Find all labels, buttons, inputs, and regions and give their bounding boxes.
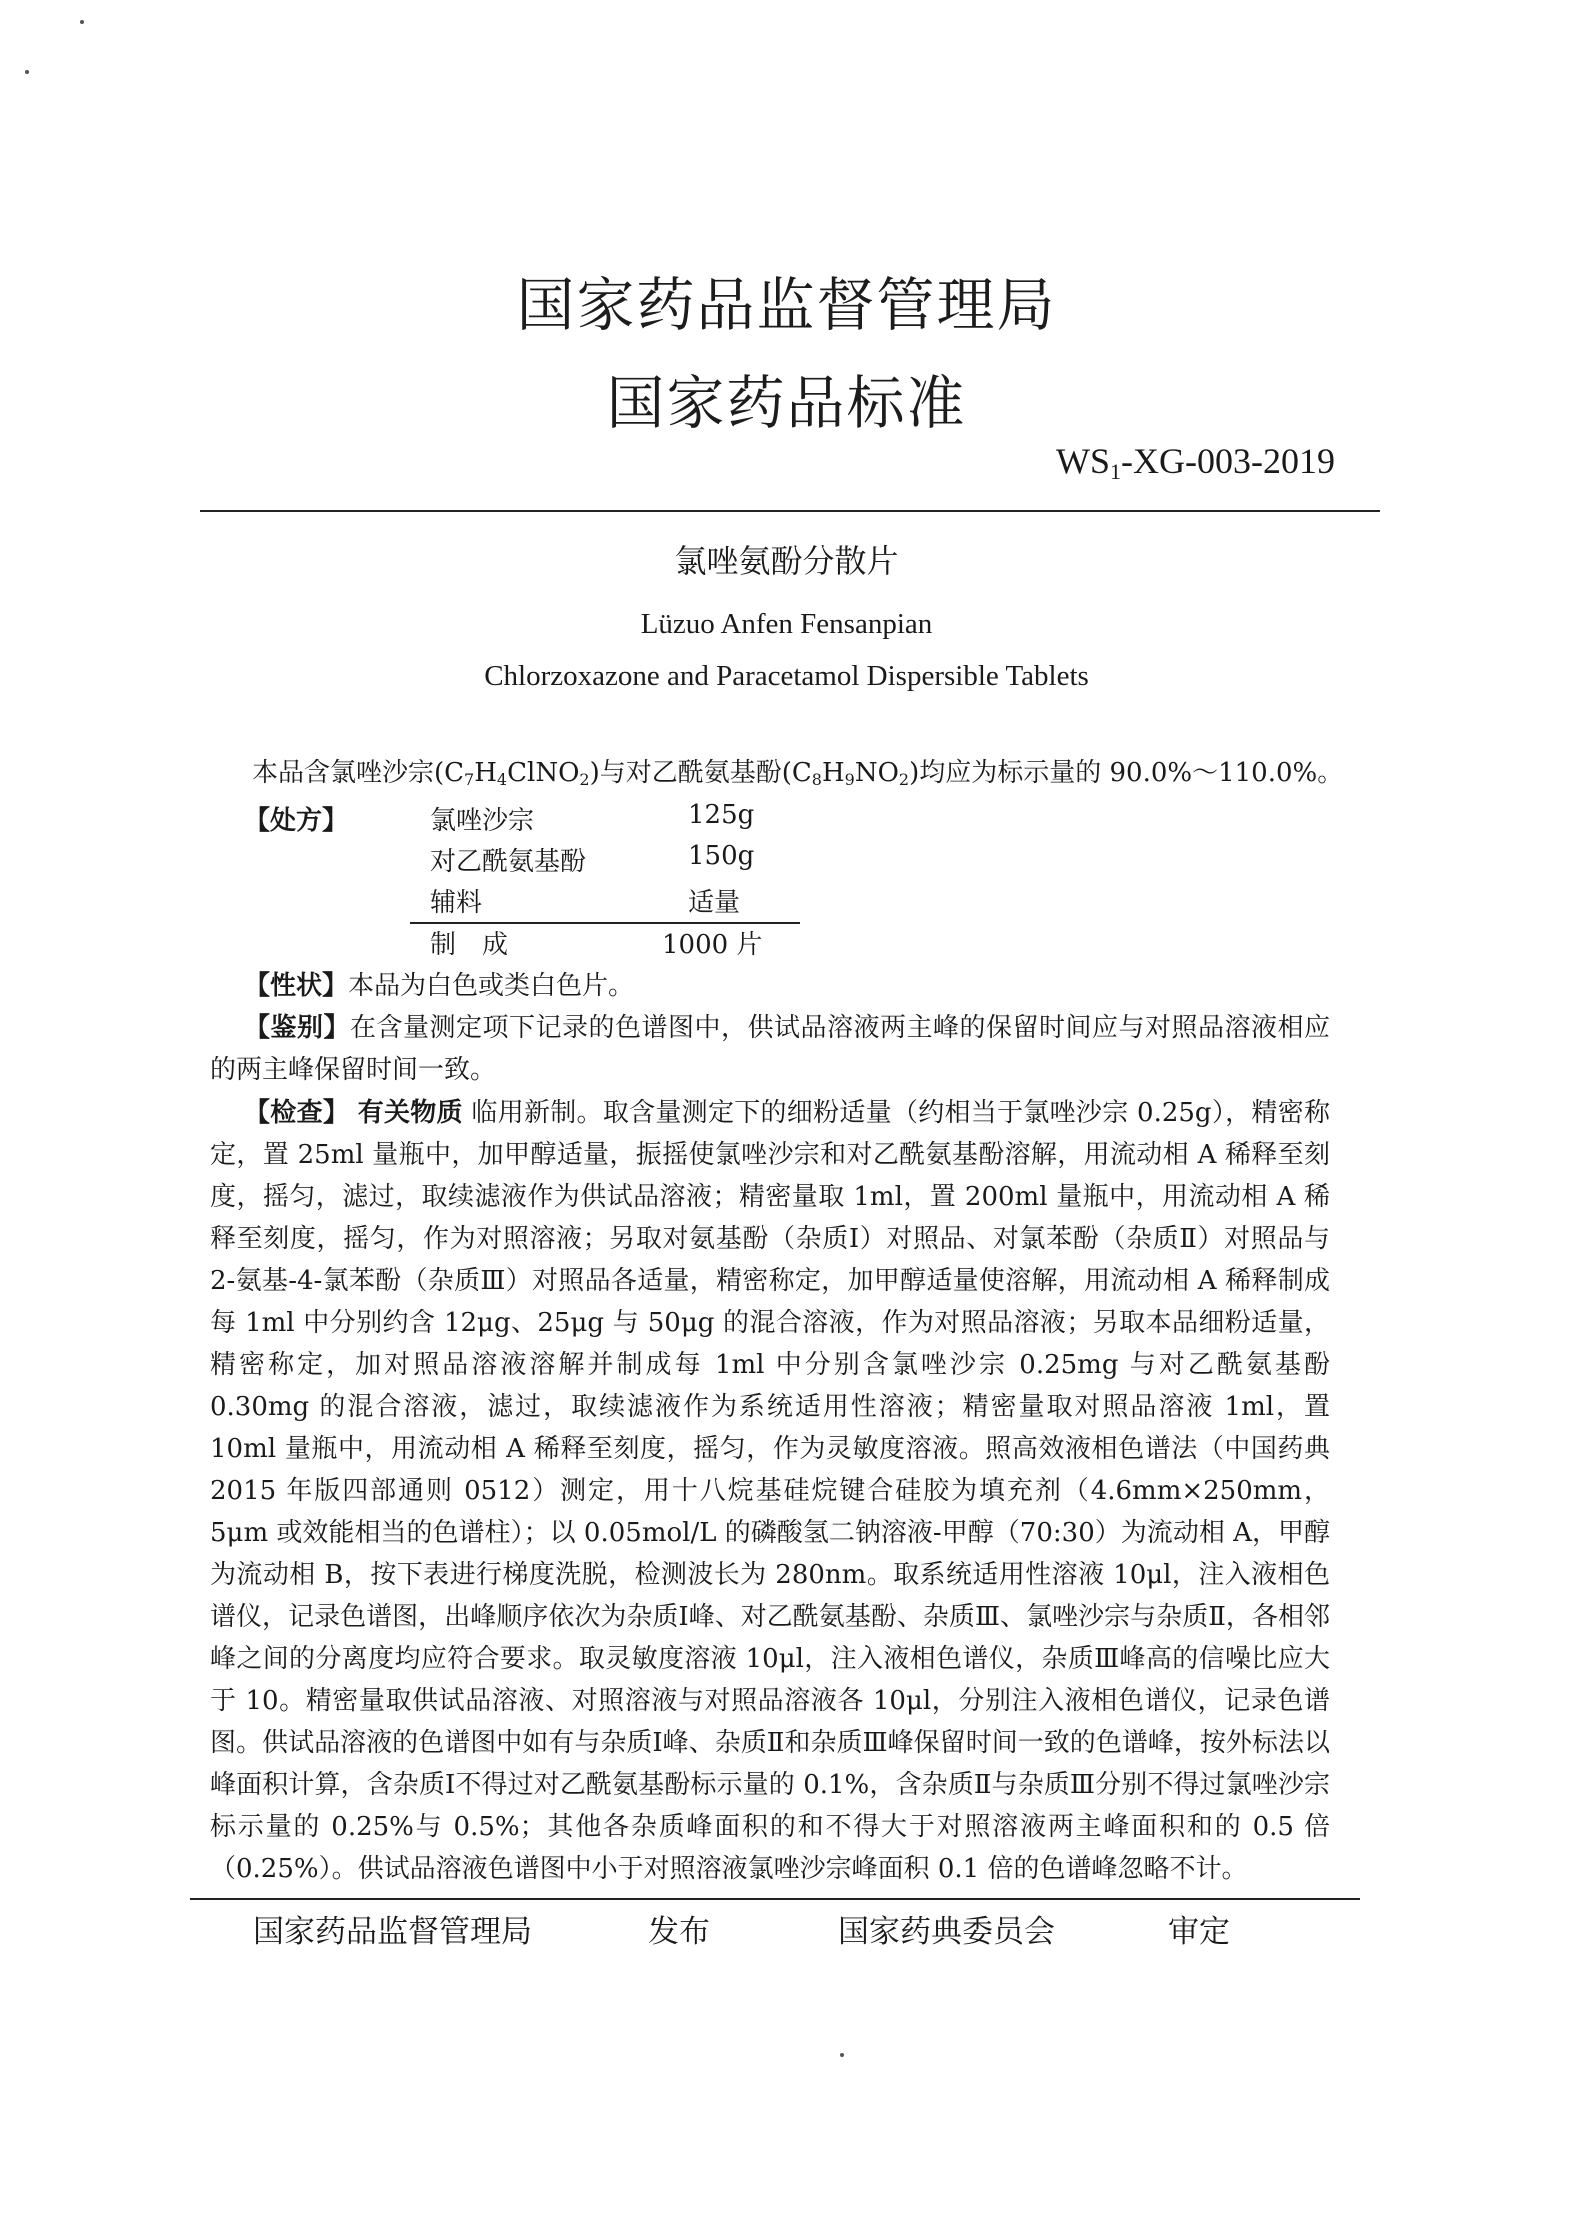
properties-section: [244, 965, 1364, 1007]
intro-sub: 7: [464, 770, 475, 789]
footer-reviewed: 审定: [1168, 1914, 1230, 1950]
doc-type-title: 国家药品标准: [606, 369, 967, 437]
footer-issued: 发布: [648, 1914, 710, 1950]
section-heading: 【鉴别】: [244, 1013, 350, 1043]
inspection-text: 临用新制。取含量测定下的细粉适量（约相当于氯唑沙宗 0.25g），精密称定，置 25ml 量瓶中，加甲醇适量，振摇使氯唑沙宗和对乙酰氨基酚溶解，用流动相 A 稀释至刻度，摇匀，滤过，取续滤液作为供试品溶液；精密量取 1ml，置 200ml 量瓶中，用流动相 A 稀释至刻度，摇匀，作为对照溶液；另取对氨基酚（杂质Ⅰ）对照品、对氯苯酚（杂质Ⅱ）对照品与 2-氨基-4-氯苯酚（杂质Ⅲ）对照品各适量，精密称定，加甲醇适量使溶解，用流动相 A 稀释制成每 1ml 中分别约含 12μg、25μg 与 50μg 的混合溶液，作为对照品溶液；另取本品细粉适量，精密称定，加对照品溶液溶解并制成每 1ml 中分别含氯唑沙宗 0.25mg 与对乙酰氨基酚 0.30mg 的混合溶液，滤过，取续滤液作为系统适用性溶液；精密量取对照品溶液 1ml，置 10ml 量瓶中，用流动相 A 稀释至刻度，摇匀，作为灵敏度溶液。照高效液相色谱法（中国药典 2015 年版四部通则 0512）测定，用十八烷基硅烷键合硅胶为填充剂（4.6mm×250mm，5μm 或效能相当的色谱柱）；以 0.05mol/L 的磷酸氢二钠溶液-甲醇（70:30）为流动相 A，甲醇为流动相 B，按下表进行梯度洗脱，检测波长为 280nm。取系统适用性溶液 10μl，注入液相色谱仪，记录色谱图，出峰顺序依次为杂质Ⅰ峰、对乙酰氨基酚、杂质Ⅲ、氯唑沙宗与杂质Ⅱ，各相邻峰之间的分离度均应符合要求。取灵敏度溶液 10μl，注入液相色谱仪，杂质Ⅲ峰高的信噪比应大于 10。精密量取供试品溶液、对照溶液与对照品溶液各 10μl，分别注入液相色谱仪，记录色谱图。供试品溶液的色谱图中如有与杂质Ⅰ峰、杂质Ⅱ和杂质Ⅲ峰保留时间一致的色谱峰，按外标法以峰面积计算，含杂质Ⅰ不得过对乙酰氨基酚标示量的 0.1%，含杂质Ⅱ与杂质Ⅲ分别不得过氯唑沙宗标示量的 0.25%与 0.5%；其他各杂质峰面积的和不得大于对照溶液两主峰面积和的 0.5 倍（0.25%）。供试品溶液色谱图中小于对照溶液氯唑沙宗峰面积 0.1 倍的色谱峰忽略不计。: [210, 1098, 1330, 1884]
footer-reviewer: 国家药典委员会: [838, 1914, 1055, 1950]
section-heading: 【性状】: [244, 971, 349, 1001]
intro-sub: 2: [579, 770, 590, 789]
intro-text: )与对乙酰氨基酚(C: [589, 758, 812, 788]
scan-speck: [840, 2053, 844, 2057]
scan-speck: [25, 70, 29, 74]
intro-text: H: [474, 758, 497, 788]
product-english: Chlorzoxazone and Paracetamol Dispersible Tablets: [484, 660, 1089, 692]
intro-sub: 9: [844, 770, 855, 789]
intro-sub: 2: [898, 770, 910, 789]
inspection-item: 有关物质: [357, 1098, 463, 1128]
formula-heading: 【处方】: [244, 806, 349, 836]
formula-ingredient: 辅料: [430, 888, 483, 918]
header-divider: [200, 510, 1380, 512]
std-sub: 1: [1110, 459, 1122, 484]
standard-number: [1056, 440, 1335, 485]
intro-text: ClNO: [507, 758, 580, 788]
footer-issuer: 国家药品监督管理局: [253, 1914, 532, 1950]
std-prefix: WS: [1056, 441, 1111, 481]
std-suffix: -XG-003-2019: [1121, 441, 1335, 481]
formula-total-amount: 1000 片: [662, 930, 763, 960]
product-name-cn: 氯唑氨酚分散片: [674, 542, 899, 580]
scan-speck: [80, 20, 84, 24]
intro-text: NO: [854, 758, 899, 788]
formula-amount: 适量: [688, 888, 741, 918]
identification-section: [210, 1007, 1330, 1091]
formula-amount: 125g: [688, 800, 755, 830]
intro-sub: 4: [496, 770, 508, 789]
properties-text: 本品为白色或类白色片。: [348, 971, 635, 1001]
footer-divider: [190, 1898, 1360, 1900]
formula-ingredient: 氯唑沙宗: [430, 806, 535, 836]
section-heading: 【检查】: [244, 1098, 350, 1128]
identification-text: 在含量测定项下记录的色谱图中，供试品溶液两主峰的保留时间应与对照品溶液相应的两主峰保留时间一致。: [210, 1013, 1330, 1085]
product-pinyin: Lüzuo Anfen Fensanpian: [640, 608, 933, 640]
intro-sub: 8: [811, 770, 822, 789]
intro-text: 本品含氯唑沙宗(C: [252, 758, 465, 788]
content-intro: [252, 752, 1362, 794]
intro-text: )均应为标示量的 90.0%～110.0%。: [909, 758, 1344, 788]
intro-text: H: [821, 758, 845, 788]
formula-total-label: 制 成: [430, 930, 509, 960]
inspection-section: [210, 1092, 1330, 1890]
formula-amount: 150g: [688, 841, 755, 871]
issuer-title: 国家药品监督管理局: [516, 271, 1057, 339]
formula-ingredient: 对乙酰氨基酚: [430, 847, 587, 877]
